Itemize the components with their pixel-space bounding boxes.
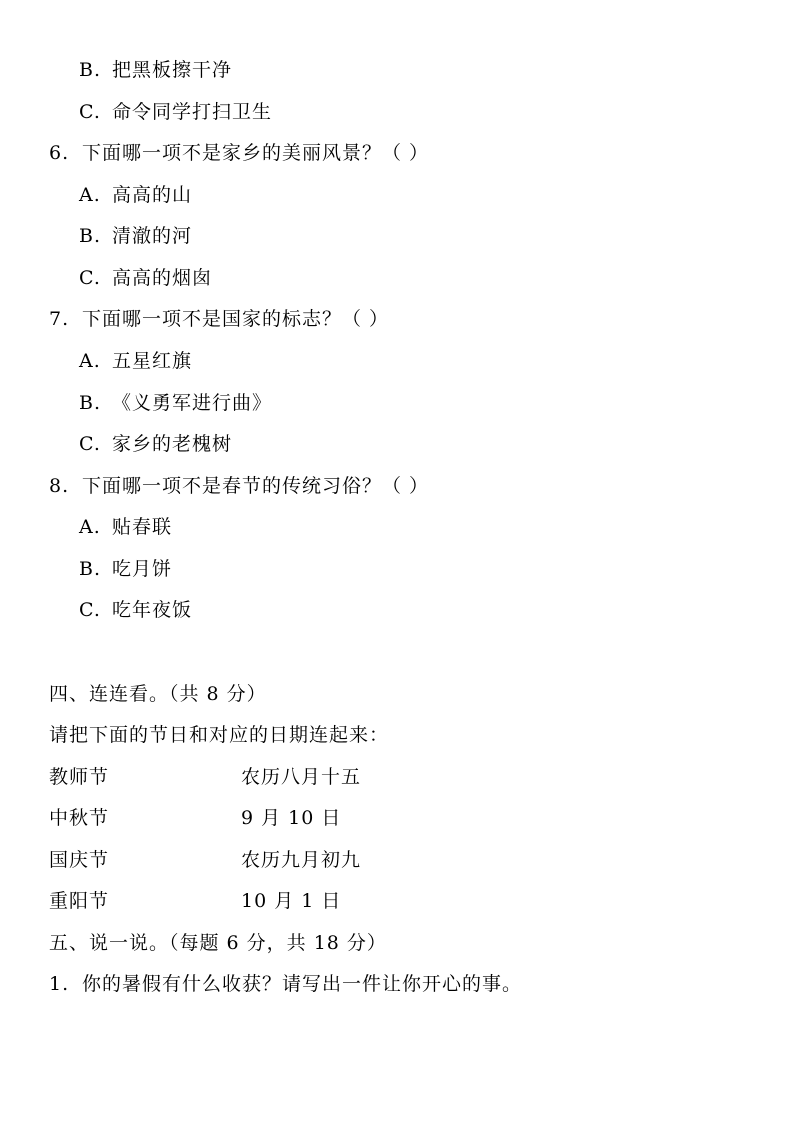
question-number: 8. — [49, 475, 70, 497]
option-letter: B. — [79, 558, 102, 580]
q7-stem — [49, 307, 389, 331]
option-text: 把黑板擦干净 — [112, 59, 233, 81]
option-text: 五星红旗 — [112, 350, 193, 372]
option-letter: B. — [79, 392, 102, 414]
option-letter: A. — [79, 350, 101, 372]
section-5-q1 — [49, 972, 522, 996]
section-4-instruction: 请把下面的节日和对应的日期连起来： — [49, 724, 390, 746]
q6-option-a — [79, 183, 192, 207]
q7-option-b — [79, 391, 272, 415]
match-row — [49, 889, 549, 913]
q6-option-c — [79, 266, 212, 290]
option-text: 吃月饼 — [112, 558, 173, 580]
q8-stem — [49, 474, 429, 498]
option-text: 贴春联 — [112, 516, 173, 538]
match-row — [49, 848, 549, 872]
q8-option-a — [79, 515, 172, 539]
q6-option-b — [79, 224, 192, 248]
q8-option-c — [79, 598, 192, 622]
question-text: 你的暑假有什么收获？请写出一件让你开心的事。 — [82, 973, 523, 995]
question-text: 下面哪一项不是国家的标志？（ ） — [82, 308, 390, 330]
option-letter: A. — [79, 516, 101, 538]
q8-option-b — [79, 557, 172, 581]
option-text: 命令同学打扫卫生 — [112, 101, 273, 123]
festival-name: 国庆节 — [49, 849, 110, 871]
question-text: 下面哪一项不是家乡的美丽风景？（ ） — [82, 142, 430, 164]
q6-stem — [49, 141, 429, 165]
option-letter: C. — [79, 433, 101, 455]
match-row — [49, 806, 549, 830]
question-text: 下面哪一项不是春节的传统习俗？（ ） — [82, 475, 430, 497]
option-letter: A. — [79, 184, 101, 206]
option-letter: C. — [79, 599, 101, 621]
festival-date: 9 月 10 日 — [241, 807, 342, 829]
q7-option-a — [79, 349, 192, 373]
question-number: 1. — [49, 973, 70, 995]
question-number: 6. — [49, 142, 70, 164]
q5-option-b — [79, 58, 232, 82]
festival-date: 10 月 1 日 — [241, 890, 342, 912]
option-letter: C. — [79, 267, 101, 289]
option-text: 家乡的老槐树 — [112, 433, 233, 455]
option-text: 清澈的河 — [112, 225, 193, 247]
section-5-title: 五、说一说。（每题 6 分，共 18 分） — [49, 932, 387, 954]
question-number: 7. — [49, 308, 70, 330]
option-text: 高高的山 — [112, 184, 193, 206]
match-row — [49, 765, 549, 789]
option-text: 《义勇军进行曲》 — [112, 392, 273, 414]
option-letter: C. — [79, 101, 101, 123]
q5-option-c — [79, 100, 272, 124]
festival-name: 中秋节 — [49, 807, 110, 829]
option-text: 吃年夜饭 — [112, 599, 193, 621]
option-letter: B. — [79, 225, 102, 247]
option-text: 高高的烟囱 — [112, 267, 213, 289]
festival-date: 农历九月初九 — [241, 849, 362, 871]
festival-date: 农历八月十五 — [241, 766, 362, 788]
q7-option-c — [79, 432, 232, 456]
option-letter: B. — [79, 59, 102, 81]
festival-name: 教师节 — [49, 766, 110, 788]
festival-name: 重阳节 — [49, 890, 110, 912]
section-4-title: 四、连连看。（共 8 分） — [49, 683, 267, 705]
